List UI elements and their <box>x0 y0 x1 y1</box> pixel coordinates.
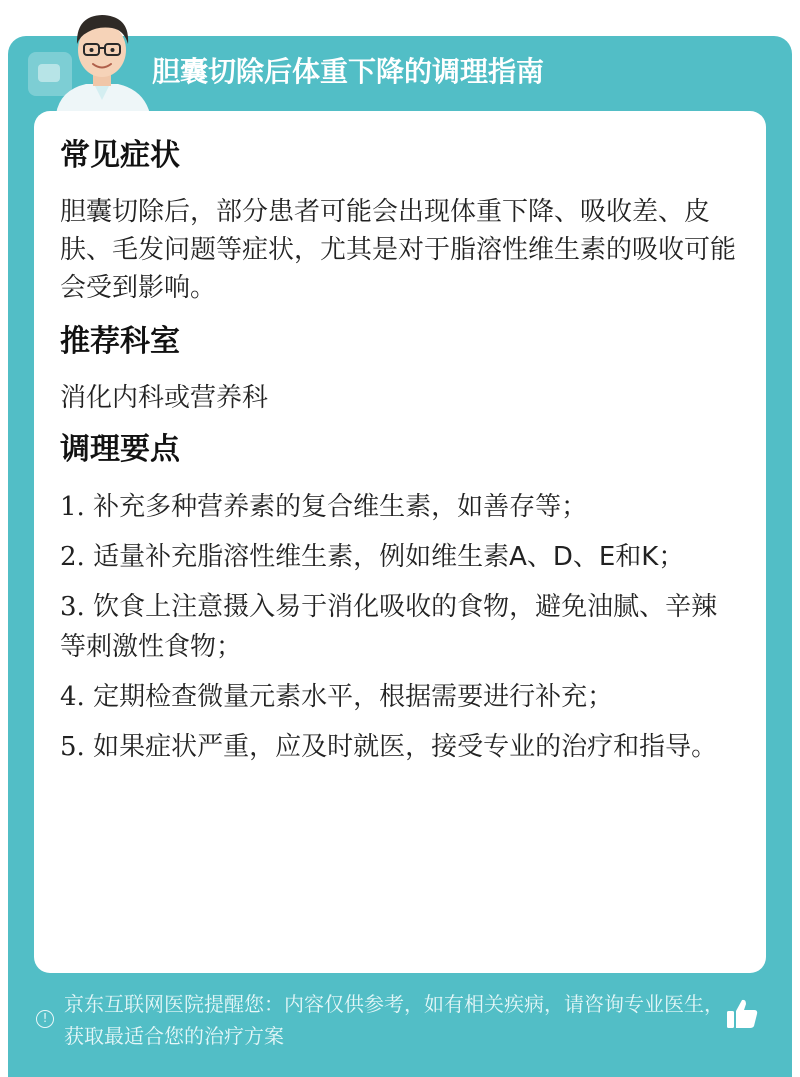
list-item: 2. 适量补充脂溶性维生素，例如维生素A、D、E和K； <box>60 542 685 572</box>
page-title: 胆囊切除后体重下降的调理指南 <box>152 55 545 88</box>
list-item: 4. 定期检查微量元素水平，根据需要进行补充； <box>60 682 614 712</box>
tips-list <box>60 487 740 767</box>
list-item: 1. 补充多种营养素的复合维生素，如善存等； <box>60 492 588 522</box>
section-title-symptoms: 常见症状 <box>60 138 180 173</box>
department-text: 消化内科或营养科 <box>60 383 269 413</box>
disclaimer-text: 京东互联网医院提醒您：内容仅供参考，如有相关疾病，请咨询专业医生，获取最适合您的治疗方案 <box>64 992 724 1048</box>
thumbs-up-icon[interactable] <box>724 996 760 1032</box>
content-panel <box>34 111 766 973</box>
section-title-department: 推荐科室 <box>60 324 180 359</box>
info-icon: ! <box>36 1010 54 1028</box>
section-title-tips: 调理要点 <box>60 432 180 467</box>
list-item: 3. 饮食上注意摄入易于消化吸收的食物，避免油腻、辛辣等刺激性食物； <box>60 592 718 662</box>
symptoms-text: 胆囊切除后，部分患者可能会出现体重下降、吸收差、皮肤、毛发问题等症状，尤其是对于脂溶性维生素的吸收可能会受到影响。 <box>60 197 737 303</box>
doctor-avatar <box>46 4 158 114</box>
list-item: 5. 如果症状严重，应及时就医，接受专业的治疗和指导。 <box>60 732 718 762</box>
disclaimer <box>36 988 736 1052</box>
